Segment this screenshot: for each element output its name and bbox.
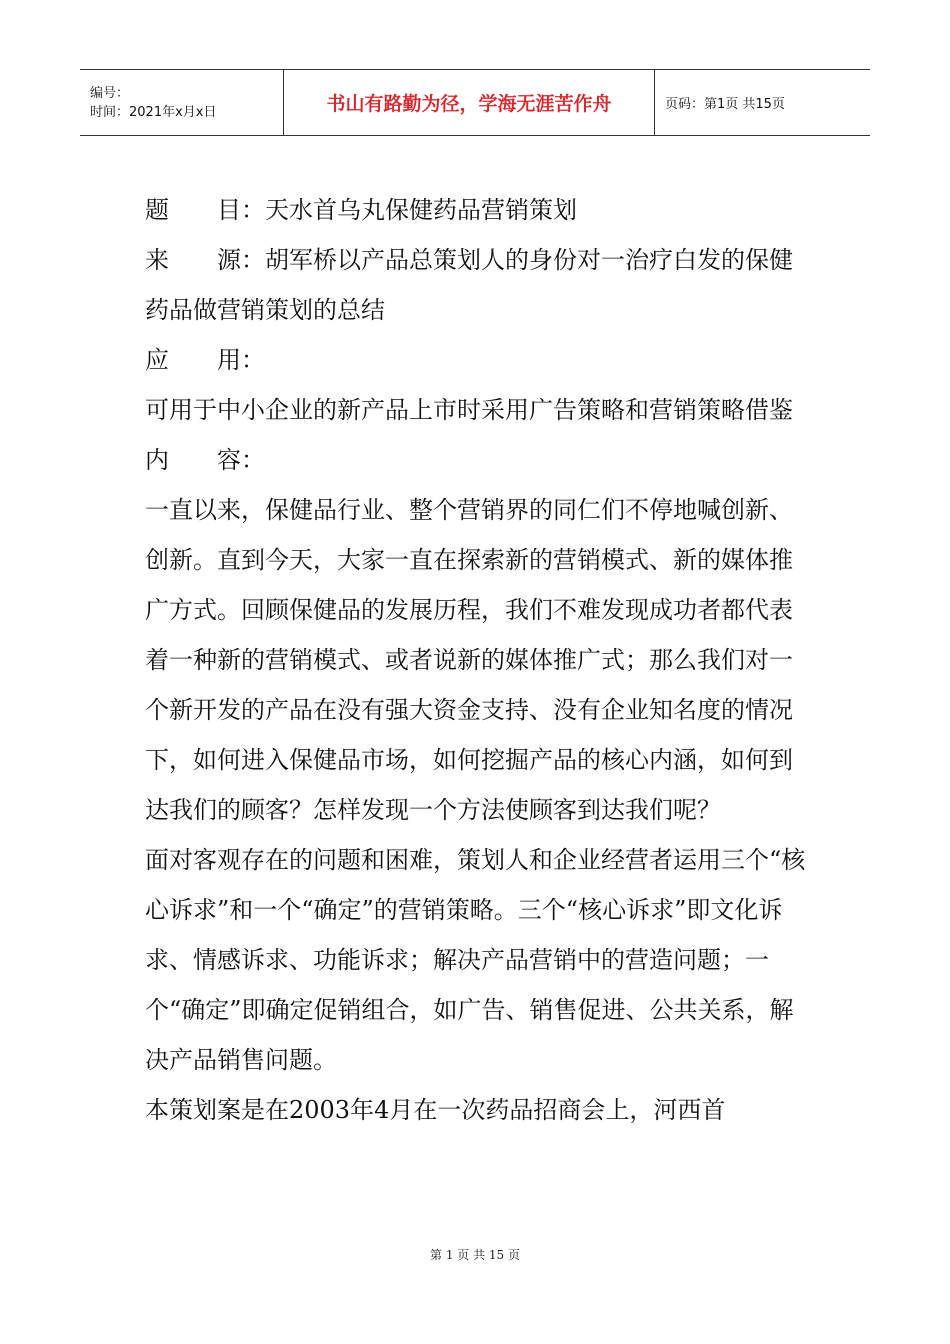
body-paragraph: 本策划案是在2003年4月在一次药品招商会上，河西首 <box>145 1096 726 1124</box>
page-header <box>80 69 870 136</box>
application-label: 应 用： <box>145 346 265 374</box>
motto-text: 书山有路勤为径，学海无涯苦作舟 <box>326 93 612 115</box>
header-page-info <box>655 70 870 135</box>
body-paragraph: 面对客观存在的问题和困难，策划人和企业经营者运用三个“核心诉求”和一个“确定”的营销策略。三个“核心诉求”即文化诉求、情感诉求、功能诉求；解决产品营销中的营造问题；一个“确定”即确定促销组合，如广告、销售促进、公共关系，解决产品销售问题。 <box>145 846 806 1074</box>
body-paragraph: 一直以来，保健品行业、整个营销界的同仁们不停地喊创新、创新。直到今天，大家一直在探索新的营销模式、新的媒体推广方式。回顾保健品的发展历程，我们不难发现成功者都代表着一种新的营销模式、或者说新的媒体推广式；那么我们对一个新开发的产品在没有强大资金支持、没有企业知名度的情况下，如何进入保健品市场，如何挖掘产品的核心内涵，如何到达我们的顾客？怎样发现一个方法使顾客到达我们呢？ <box>145 496 793 824</box>
source-line: 来 源：胡军桥以产品总策划人的身份对一治疗白发的保健药品做营销策划的总结 <box>145 246 793 324</box>
content-label: 内 容： <box>145 446 265 474</box>
code-label: 编号： <box>90 85 130 101</box>
page-info-text: 页码：第1页 共15页 <box>665 97 785 112</box>
title-line: 题 目：天水首乌丸保健药品营销策划 <box>145 196 577 224</box>
page-footer <box>0 1246 950 1263</box>
footer-page-number: 第 1 页 共 15 页 <box>430 1248 520 1262</box>
time-label: 时间：2021年x月x日 <box>90 104 217 120</box>
header-meta <box>80 70 283 135</box>
application-text: 可用于中小企业的新产品上市时采用广告策略和营销策略借鉴 <box>145 396 793 424</box>
header-motto <box>283 70 655 135</box>
document-body <box>145 185 810 1135</box>
